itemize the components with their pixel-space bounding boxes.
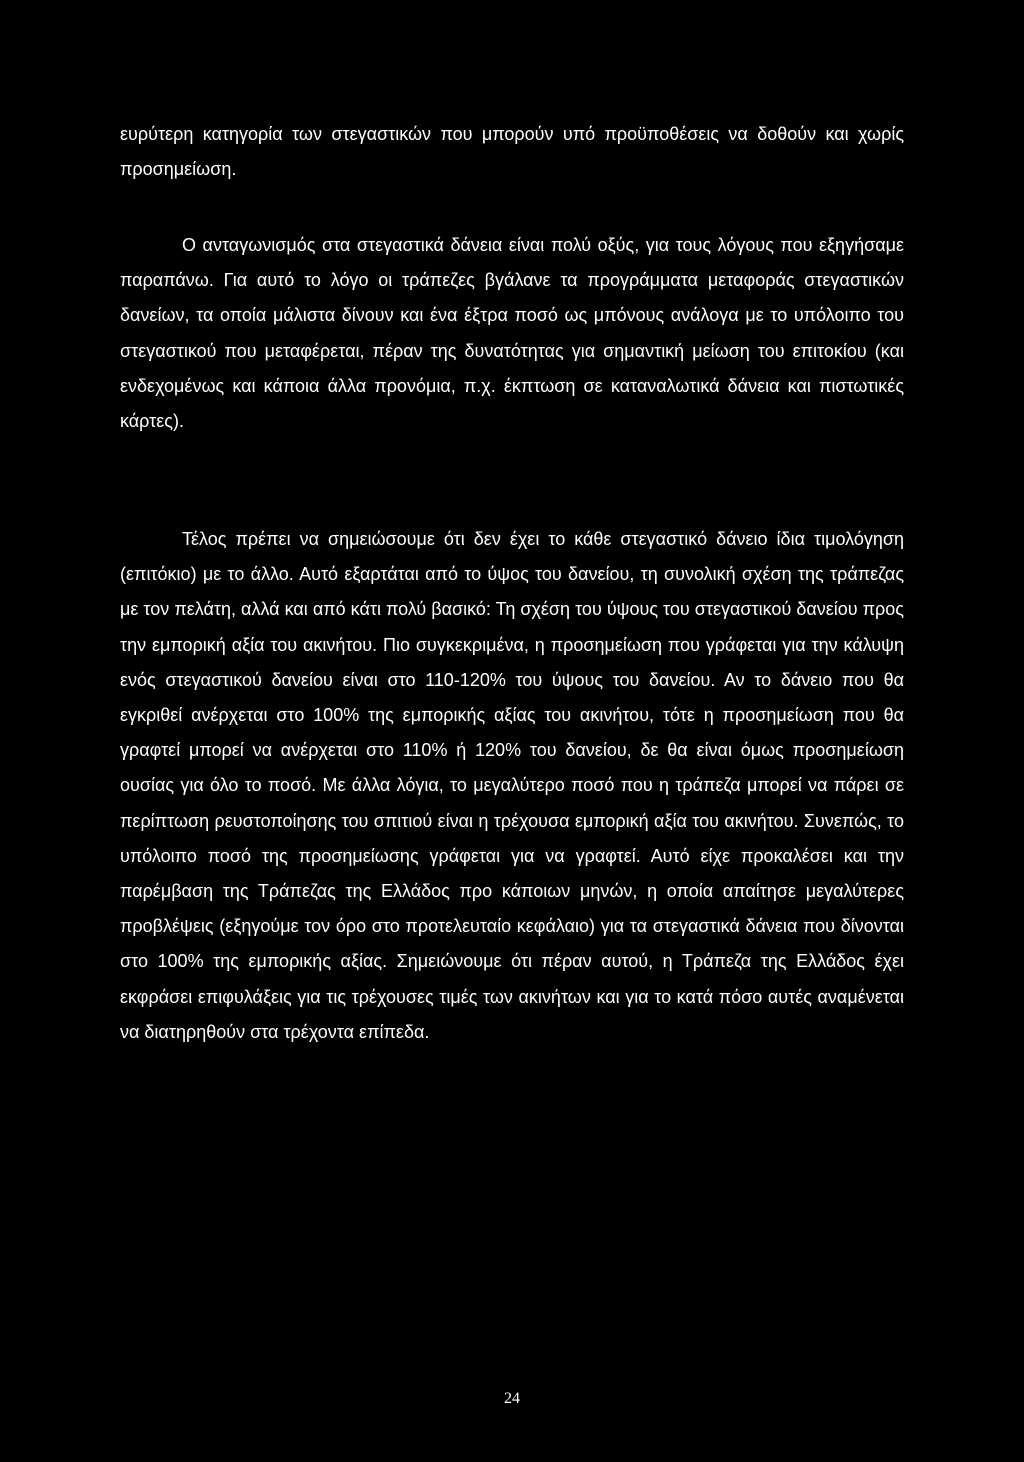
paragraph-pricing: Τέλος πρέπει να σημειώσουμε ότι δεν έχει το κάθε στεγαστικό δάνειο ίδια τιμολόγηση (επιτόκιο) με το άλλο. Αυτό εξαρτάται από το ύψος του δανείου, τη συνολική σχέση της τράπεζας με τον πελάτη, αλλά και από κάτι πολύ βασικό: Τη σχέση του ύψους του στεγαστικού δανείου προς την εμπορική αξία του ακινήτου. Πιο συγκεκριμένα, η προσημείωση που γράφεται για την κάλυψη ενός στεγαστικού δανείου είναι στο 110-120% του ύψους του δανείου. Αν το δάνειο που θα εγκριθεί ανέρχεται στο 100% της εμπορικής αξίας του ακινήτου, τότε η προσημείωση που θα γραφτεί μπορεί να ανέρχεται στο 110% ή 120% του δανείου, δε θα είναι όμως προσημείωση ουσίας για όλο το ποσό. Με άλλα λόγια, το μεγαλύτερο ποσό που η τράπεζα μπορεί να πάρει σε περίπτωση ρευστοποίησης του σπιτιού είναι η τρέχουσα εμπορική αξία του ακινήτου. Συνεπώς, το υπόλοιπο ποσό της προσημείωσης γράφεται για να γραφτεί. Αυτό είχε προκαλέσει και την παρέμβαση της Τράπεζας της Ελλάδος προ κάποιων μηνών, η οποία απαίτησε μεγαλύτερες προβλέψεις (εξηγούμε τον όρο στο προτελευταίο κεφάλαιο) για τα στεγαστικά δάνεια που δίνονται στο 100% της εμπορικής αξίας. Σημειώνουμε ότι πέραν αυτού, η Τράπεζα της Ελλάδος έχει εκφράσει επιφυλάξεις για τις τρέχουσες τιμές των ακινήτων και για το κατά πόσο αυτές αναμένεται να διατηρηθούν στα τρέχοντα επίπεδα.: [120, 529, 904, 1042]
page-number: 24: [504, 1390, 520, 1407]
paragraph-continuation: ευρύτερη κατηγορία των στεγαστικών που μπορούν υπό προϋποθέσεις να δοθούν και χωρίς προσημείωση.: [120, 124, 904, 180]
paragraph-competition: Ο ανταγωνισμός στα στεγαστικά δάνεια είναι πολύ οξύς, για τους λόγους που εξηγήσαμε παραπάνω. Για αυτό το λόγο οι τράπεζες βγάλανε τα προγράμματα μεταφοράς στεγαστικών δανείων, τα οποία μάλιστα δίνουν και ένα έξτρα ποσό ως μπόνους ανάλογα με το υπόλοιπο του στεγαστικού που μεταφέρεται, πέραν της δυνατότητας για σημαντική μείωση του επιτοκίου (και ενδεχομένως και κάποια άλλα προνόμια, π.χ. έκπτωση σε καταναλωτικά δάνεια και πιστωτικές κάρτες).: [120, 235, 904, 432]
